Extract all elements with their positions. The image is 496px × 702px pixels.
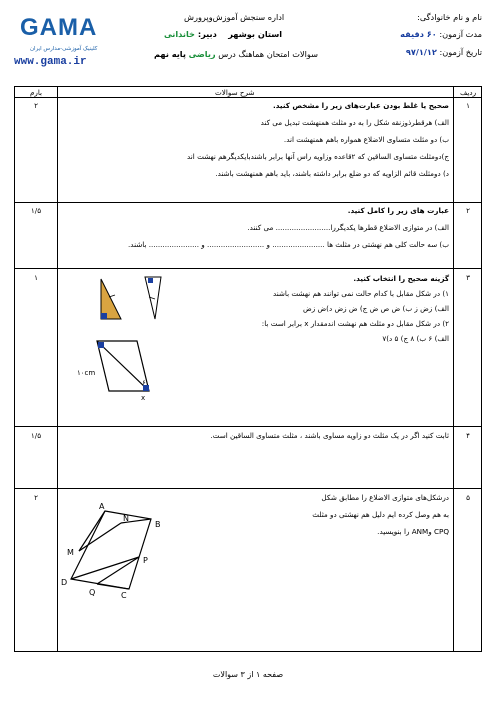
right-angle-mark xyxy=(148,278,153,283)
question-5-line3: CPQ وANM را بنویسید. xyxy=(377,527,449,536)
row-score: ۱/۵ xyxy=(30,431,42,440)
question-5-line2: به هم وصل کرده ایم دلیل هم نهشتی دو مثلث xyxy=(312,510,449,519)
right-angle-mark xyxy=(101,313,107,319)
duration-row xyxy=(400,29,482,39)
question-3 xyxy=(262,271,449,346)
province-row xyxy=(164,29,282,39)
row-score: ۲ xyxy=(34,101,38,110)
page-footer: صفحه ۱ از ۳ سوالات xyxy=(212,670,284,679)
question-1-d: د) دومثلث قائم الزاویه که دو ضلع برابر داشته باشند، باید باهم همنهشت باشند. xyxy=(215,169,449,178)
question-4 xyxy=(210,427,449,444)
question-3-part2: ۲) در شکل مقابل دو مثلث هم نهشت اندمقدار x برابر است با: xyxy=(261,319,449,328)
logo-tagline: کلینیک آموزشی-مدارس ایران xyxy=(30,46,98,52)
teacher-label: دبیر: xyxy=(197,29,217,39)
row-number: ۴ xyxy=(466,431,470,440)
question-1-a: الف) هرقطرذوزنقه شکل را به دو مثلث همنهشت تبدیل می کند xyxy=(260,118,449,127)
exam-title-prefix: سوالات امتحان هماهنگ درس xyxy=(218,49,318,59)
grade: پایه نهم xyxy=(154,49,186,59)
row-score: ۲ xyxy=(34,493,38,502)
name-label: نام و نام خانوادگی: xyxy=(417,12,482,22)
question-4-text: ثابت کنید اگر در یک مثلث دو زاویه مساوی باشند ، مثلث متساوی الساقین است. xyxy=(210,431,449,440)
question-3-part2-options: الف) ۶ ب) ۸ ج) ۵ د)۷ xyxy=(382,334,449,343)
question-3-part1: ۱) در شکل مقابل با کدام حالت نمی توانند هم نهشت باشند xyxy=(272,289,449,298)
angle-label: ۶ xyxy=(142,379,146,387)
question-5 xyxy=(312,489,449,540)
question-2-b: ب) سه حالت کلی هم نهشتی در مثلث ها ....................... و ......................... و ...................... باشند. xyxy=(128,240,449,249)
question-3-title: گزینه صحیح را انتخاب کنید. xyxy=(353,274,449,283)
point-D: D xyxy=(61,578,68,587)
row-number: ۱ xyxy=(466,101,470,110)
question-1-b: ب) دو مثلث متساوی الاضلاع همواره باهم همنهشت اند. xyxy=(283,135,449,144)
col-score-header: بارم xyxy=(29,88,43,97)
question-2-title: عبارت های زیر را کامل کنید. xyxy=(347,206,449,215)
triangles-figure xyxy=(95,271,185,331)
quadrilateral-figure xyxy=(59,499,169,599)
parallelogram xyxy=(71,511,151,589)
province: استان بوشهر xyxy=(228,29,283,39)
teacher-name: خاندانی xyxy=(164,29,195,39)
row-number: ۵ xyxy=(466,493,470,502)
point-Q: Q xyxy=(89,588,96,597)
subject: ریاضی xyxy=(188,49,216,59)
duration-label: مدت آزمون: xyxy=(439,29,482,39)
question-2-a: الف) در متوازی الاضلاع قطرها یکدیگررا........................ می کنند. xyxy=(247,223,449,232)
point-B: B xyxy=(155,520,161,529)
gama-logo xyxy=(14,12,124,78)
question-1-title: صحیح یا غلط بودن عبارت‌های زیر را مشخص کنید. xyxy=(273,101,449,110)
row-number: ۳ xyxy=(466,273,470,282)
question-1-c: ج)دومثلث متساوی الساقین که ۲قاعده وزاویه راس آنها برابر باشندبایکدیگرهم نهشت اند xyxy=(187,152,449,161)
office-name: اداره سنجش آموزش‌وپرورش xyxy=(184,12,285,22)
x-label: x xyxy=(141,394,146,401)
question-2 xyxy=(128,202,449,253)
point-P: P xyxy=(143,556,148,565)
duration-value: ۶۰ دقیقه xyxy=(400,29,437,39)
col-questions-header: شرح سوالات xyxy=(215,88,255,97)
col-row-header: ردیف xyxy=(459,88,477,97)
row-score: ۱ xyxy=(34,273,38,282)
point-M: M xyxy=(67,548,74,557)
logo-brand: GAMA xyxy=(20,14,98,41)
parallelogram-figure xyxy=(77,335,167,401)
exam-header xyxy=(14,10,482,80)
question-3-part1-options: الف) زض ز ب) ض ص ض ج) ض زض د)ض زض xyxy=(303,304,449,313)
side-length-label: ۱۰cm xyxy=(77,369,96,377)
question-1 xyxy=(187,97,449,182)
questions-table xyxy=(14,86,482,652)
date-value: ۹۷/۱/۱۲ xyxy=(405,47,437,57)
row-number: ۲ xyxy=(466,206,470,215)
point-A: A xyxy=(99,502,105,511)
logo-url[interactable]: www.gama.ir xyxy=(14,56,87,68)
row-score: ۱/۵ xyxy=(30,206,42,215)
exam-title xyxy=(154,49,318,59)
date-row xyxy=(406,47,482,57)
date-label: تاریخ آزمون: xyxy=(439,47,482,57)
point-N: N xyxy=(123,514,129,523)
point-C: C xyxy=(121,591,127,599)
question-5-line1: درشکل‌های متوازی الاضلاع را مطابق شکل xyxy=(321,493,449,502)
